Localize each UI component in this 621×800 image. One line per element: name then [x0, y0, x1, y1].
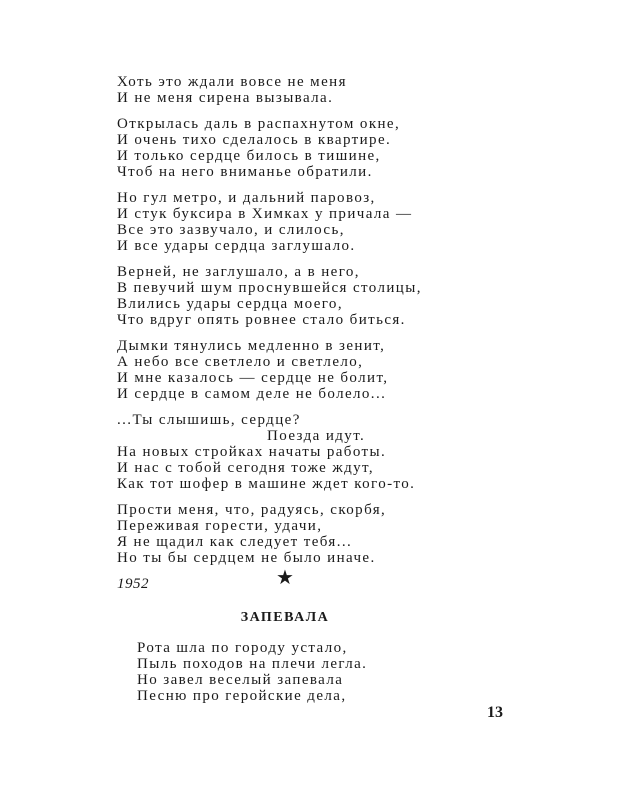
- verse-line: Прости меня, что, радуясь, скорбя,: [117, 502, 387, 518]
- verse-line: Переживая горести, удачи,: [117, 518, 323, 534]
- poem-body-2: [137, 640, 367, 704]
- verse-line: Чтоб на него вниманье обратили.: [117, 164, 373, 180]
- verse-line: Дымки тянулись медленно в зенит,: [117, 338, 386, 354]
- verse-line: И нас с тобой сегодня тоже ждут,: [117, 460, 375, 476]
- verse-line: И все удары сердца заглушало.: [117, 238, 356, 254]
- verse-line: И сердце в самом деле не болело...: [117, 386, 387, 402]
- stanza: [117, 264, 457, 328]
- verse-line: Верней, не заглушало, а в него,: [117, 264, 360, 280]
- stanza: [117, 116, 457, 180]
- verse-line: Но ты бы сердцем не было иначе.: [117, 550, 376, 566]
- verse-line: Открылась даль в распахнутом окне,: [117, 116, 401, 132]
- verse-line: Что вдруг опять ровнее стало биться.: [117, 312, 406, 328]
- page-number: 13: [487, 704, 503, 721]
- verse-line: В певучий шум проснувшейся столицы,: [117, 280, 422, 296]
- poem-year: 1952: [117, 576, 149, 592]
- stanza: [117, 502, 457, 566]
- stanza: [117, 190, 457, 254]
- verse-line: Как тот шофер в машине ждет кого-то.: [117, 476, 416, 492]
- verse-line: И мне казалось — сердце не болит,: [117, 370, 389, 386]
- verse-line: Я не щадил как следует тебя...: [117, 534, 353, 550]
- verse-line: И очень тихо сделалось в квартире.: [117, 132, 392, 148]
- verse-line: На новых стройках начаты работы.: [117, 444, 387, 460]
- verse-line: Песню про геройские дела,: [137, 688, 347, 704]
- verse-line: Но завел веселый запевала: [137, 672, 344, 688]
- verse-line: И только сердце билось в тишине,: [117, 148, 381, 164]
- star-separator-icon: ★: [276, 567, 294, 589]
- verse-line: Хоть это ждали вовсе не меня: [117, 74, 347, 90]
- verse-line: Пыль походов на плечи легла.: [137, 656, 368, 672]
- stanza: [117, 74, 457, 106]
- stanza: [117, 412, 457, 492]
- verse-line: А небо все светлело и светлело,: [117, 354, 364, 370]
- verse-line: И стук буксира в Химках у причала —: [117, 206, 413, 222]
- poem-title: ЗАПЕВАЛА: [240, 610, 330, 625]
- verse-line: И не меня сирена вызывала.: [117, 90, 334, 106]
- verse-line: ...Ты слышишь, сердце?: [117, 412, 301, 428]
- verse-line: Рота шла по городу устало,: [137, 640, 348, 656]
- verse-line: Но гул метро, и дальний паровоз,: [117, 190, 376, 206]
- poem-body: [117, 74, 457, 593]
- verse-line: Влились удары сердца моего,: [117, 296, 343, 312]
- verse-line: Все это зазвучало, и слилось,: [117, 222, 345, 238]
- stanza: [117, 338, 457, 402]
- verse-line: Поезда идут.: [267, 428, 366, 444]
